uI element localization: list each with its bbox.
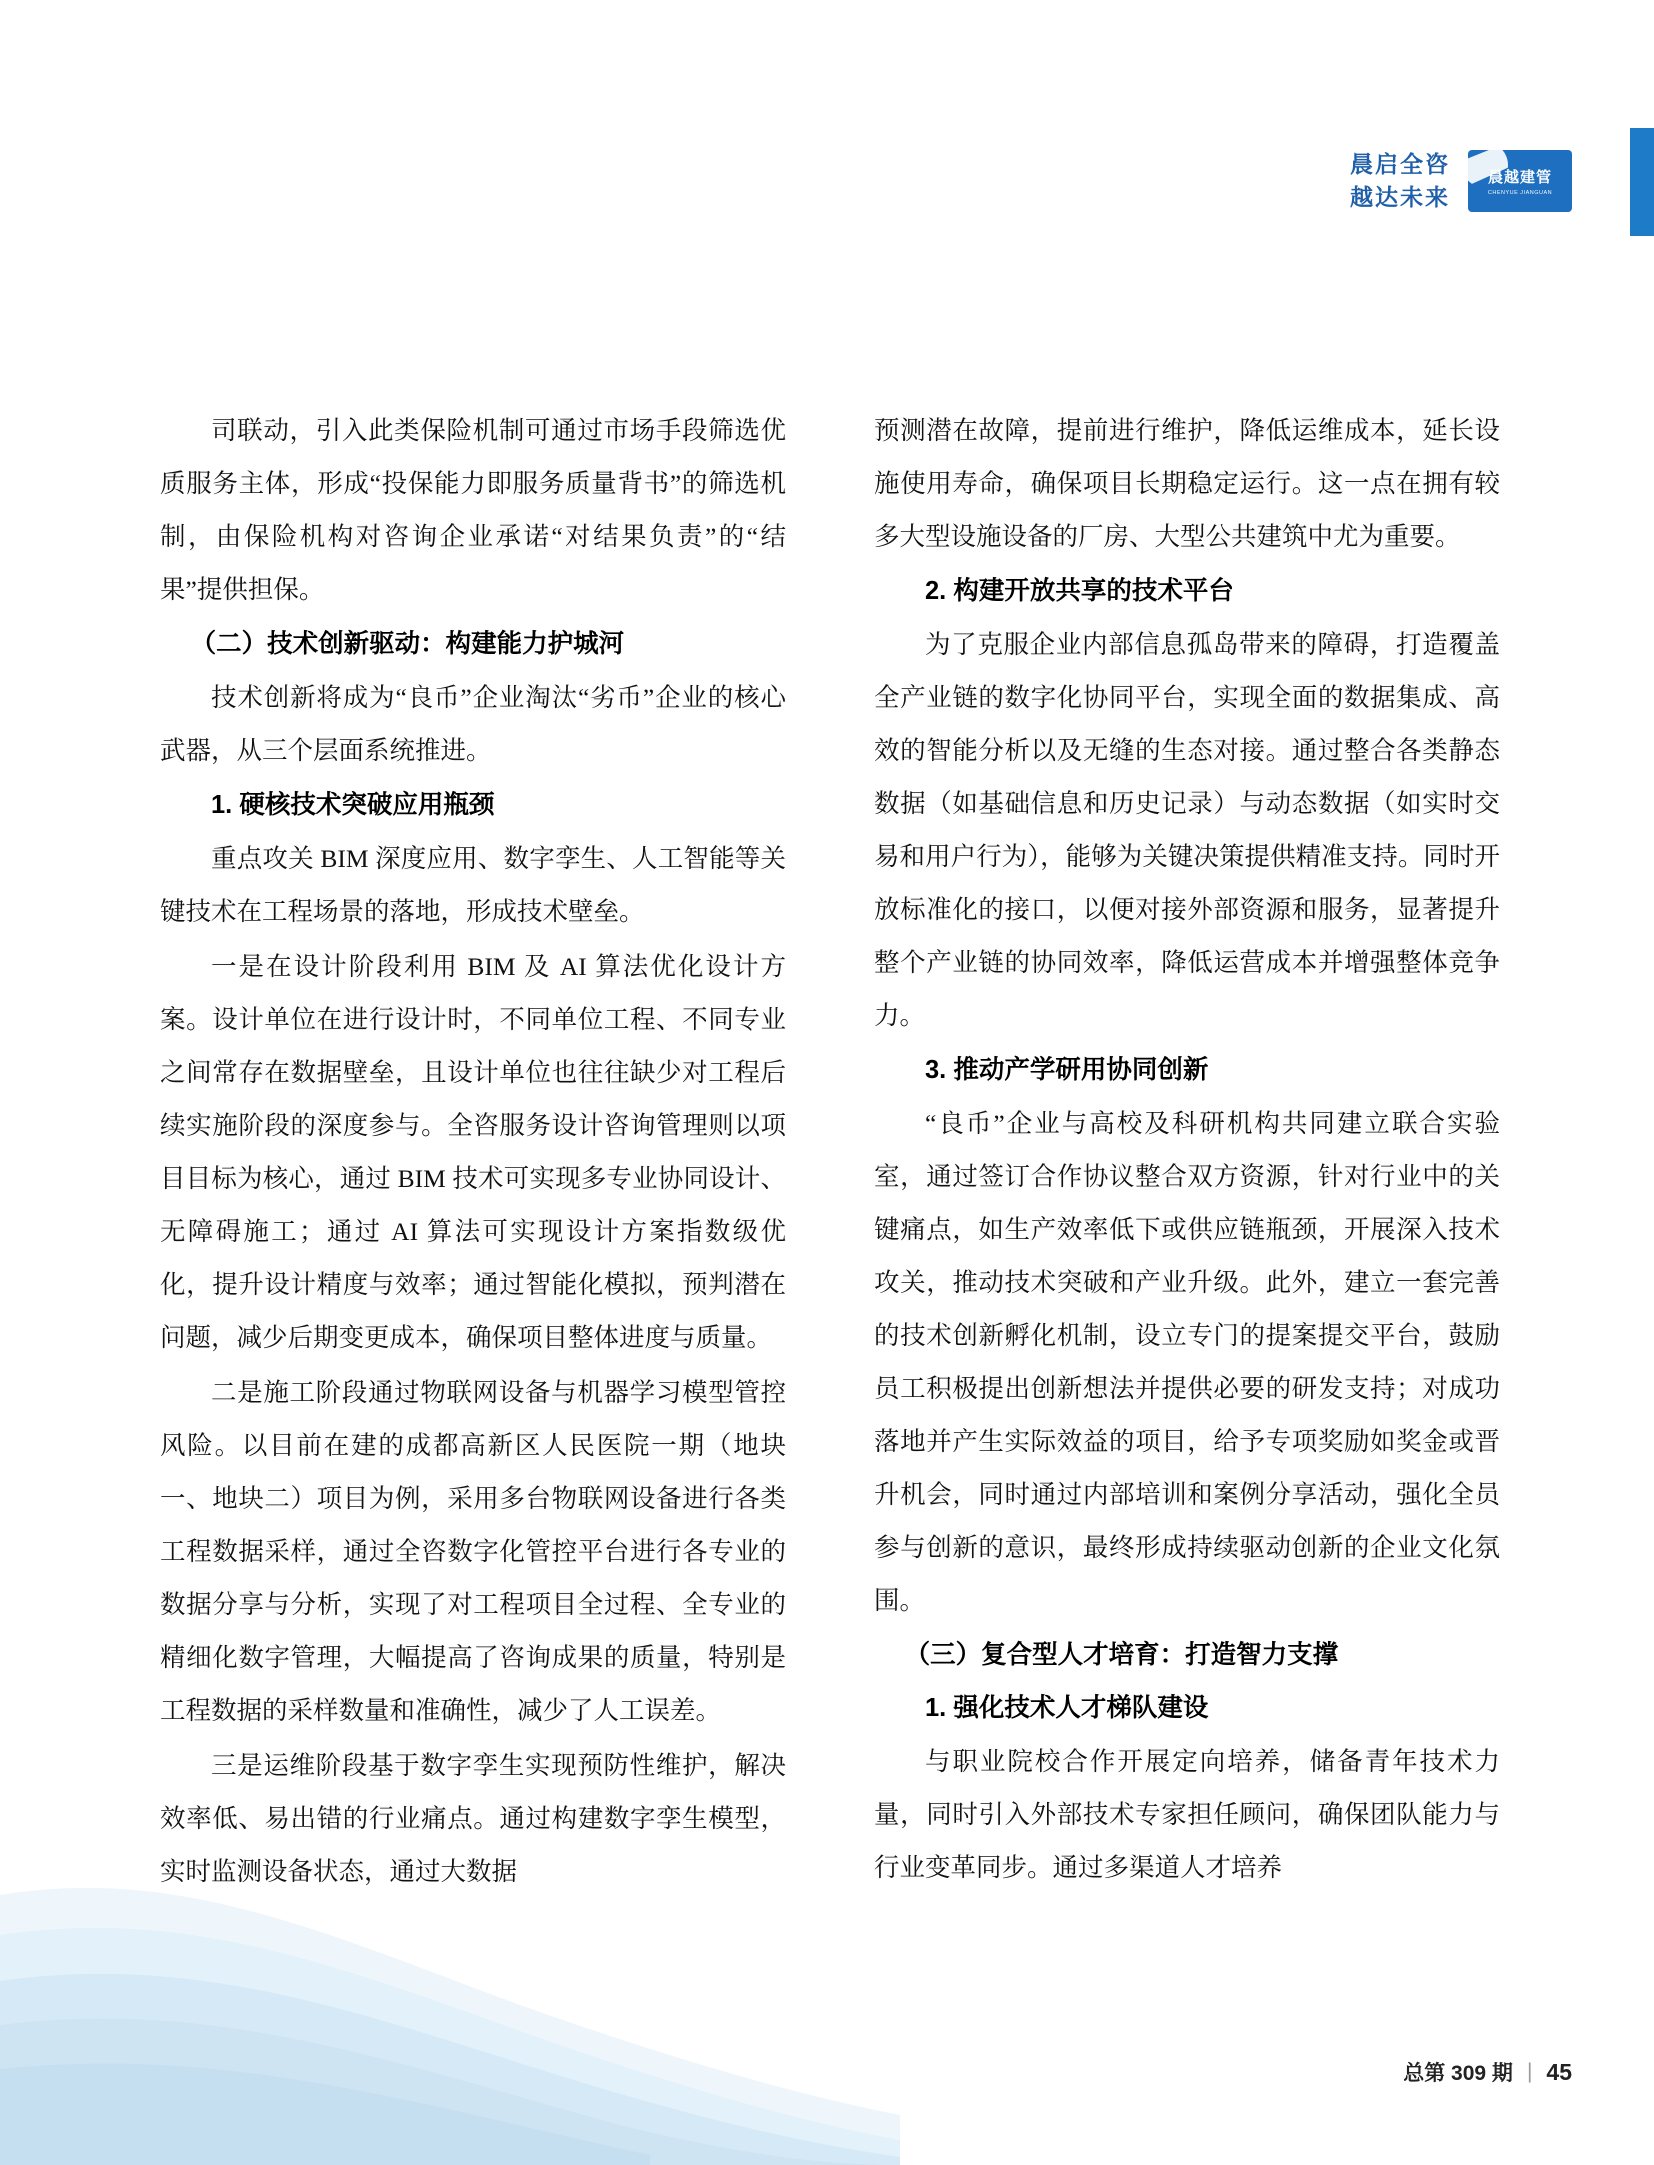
paragraph: 三是运维阶段基于数字孪生实现预防性维护，解决效率低、易出错的行业痛点。通过构建数字孪生模型，实时监测设备状态，通过大数据	[160, 1751, 786, 1886]
paragraph: 司联动，引入此类保险机制可通过市场手段筛选优质服务主体，形成“投保能力即服务质量背书”的筛选机制，由保险机构对咨询企业承诺“对结果负责”的“结果”提供担保。	[160, 416, 786, 604]
left-column	[160, 404, 786, 1900]
page-header	[0, 0, 1654, 260]
brand-logo-block	[1350, 148, 1572, 215]
paragraph: 二是施工阶段通过物联网设备与机器学习模型管控风险。以目前在建的成都高新区人民医院一期（地块一、地块二）项目为例，采用多台物联网设备进行各类工程数据采样，通过全咨数字化管控平台进行各专业的数据分享与分析，实现了对工程项目全过程、全专业的精细化数字管理，大幅提高了咨询成果的质量，特别是工程数据的采样数量和准确性，减少了人工误差。	[160, 1378, 786, 1725]
section-heading: （二）技术创新驱动：构建能力护城河	[190, 630, 625, 658]
paragraph: 重点攻关 BIM 深度应用、数字孪生、人工智能等关键技术在工程场景的落地，形成技术壁垒。	[160, 844, 786, 926]
paragraph: 技术创新将成为“良币”企业淘汰“劣币”企业的核心武器，从三个层面系统推进。	[160, 683, 786, 765]
logo-chinese-name: 晨越建管	[1487, 169, 1552, 187]
issue-label: 总第 309 期	[1403, 2062, 1513, 2085]
section-heading: 1. 强化技术人才梯队建设	[925, 1694, 1209, 1722]
brand-slogan	[1350, 148, 1450, 215]
section-heading: 3. 推动产学研用协同创新	[925, 1056, 1209, 1084]
paragraph: “良币”企业与高校及科研机构共同建立联合实验室，通过签订合作协议整合双方资源，针对行业中的关键痛点，如生产效率低下或供应链瓶颈，开展深入技术攻关，推动技术突破和产业升级。此外，建立一套完善的技术创新孵化机制，设立专门的提案提交平台，鼓励员工积极提出创新想法并提供必要的研发支持；对成功落地并产生实际效益的项目，给予专项奖励如奖金或晋升机会，同时通过内部培训和案例分享活动，强化全员参与创新的意识，最终形成持续驱动创新的企业文化氛围。	[874, 1109, 1500, 1615]
page-number: 45	[1546, 2058, 1572, 2085]
company-logo-icon	[1468, 150, 1572, 212]
page-footer	[1403, 2057, 1572, 2087]
header-accent-tab	[1630, 128, 1654, 236]
footer-separator: |	[1526, 2060, 1533, 2083]
section-heading: （三）复合型人才培育：打造智力支撑	[904, 1641, 1339, 1669]
brand-slogan-line1: 晨启全咨	[1350, 151, 1450, 177]
paragraph: 一是在设计阶段利用 BIM 及 AI 算法优化设计方案。设计单位在进行设计时，不同单位工程、不同专业之间常存在数据壁垒，且设计单位也往往缺少对工程后续实施阶段的深度参与。全咨服务设计咨询管理则以项目目标为核心，通过 BIM 技术可实现多专业协同设计、无障碍施工；通过 AI 算法可实现设计方案指数级优化，提升设计精度与效率；通过智能化模拟，预判潜在问题，减少后期变更成本，确保项目整体进度与质量。	[160, 952, 786, 1352]
brand-slogan-line2: 越达未来	[1350, 184, 1450, 211]
logo-english-name: CHENYUE JIANGUAN	[1487, 190, 1553, 197]
paragraph: 与职业院校合作开展定向培养，储备青年技术力量，同时引入外部技术专家担任顾问，确保团队能力与行业变革同步。通过多渠道人才培养	[874, 1747, 1500, 1882]
section-heading: 1. 硬核技术突破应用瓶颈	[211, 791, 495, 819]
paragraph: 预测潜在故障，提前进行维护，降低运维成本，延长设施使用寿命，确保项目长期稳定运行。这一点在拥有较多大型设施设备的厂房、大型公共建筑中尤为重要。	[874, 416, 1500, 551]
right-column	[874, 404, 1500, 1900]
section-heading: 2. 构建开放共享的技术平台	[925, 577, 1234, 605]
article-body	[160, 404, 1500, 1900]
paragraph: 为了克服企业内部信息孤岛带来的障碍，打造覆盖全产业链的数字化协同平台，实现全面的数据集成、高效的智能分析以及无缝的生态对接。通过整合各类静态数据（如基础信息和历史记录）与动态数据（如实时交易和用户行为），能够为关键决策提供精准支持。同时开放标准化的接口，以便对接外部资源和服务，显著提升整个产业链的协同效率，降低运营成本并增强整体竞争力。	[874, 630, 1500, 1030]
